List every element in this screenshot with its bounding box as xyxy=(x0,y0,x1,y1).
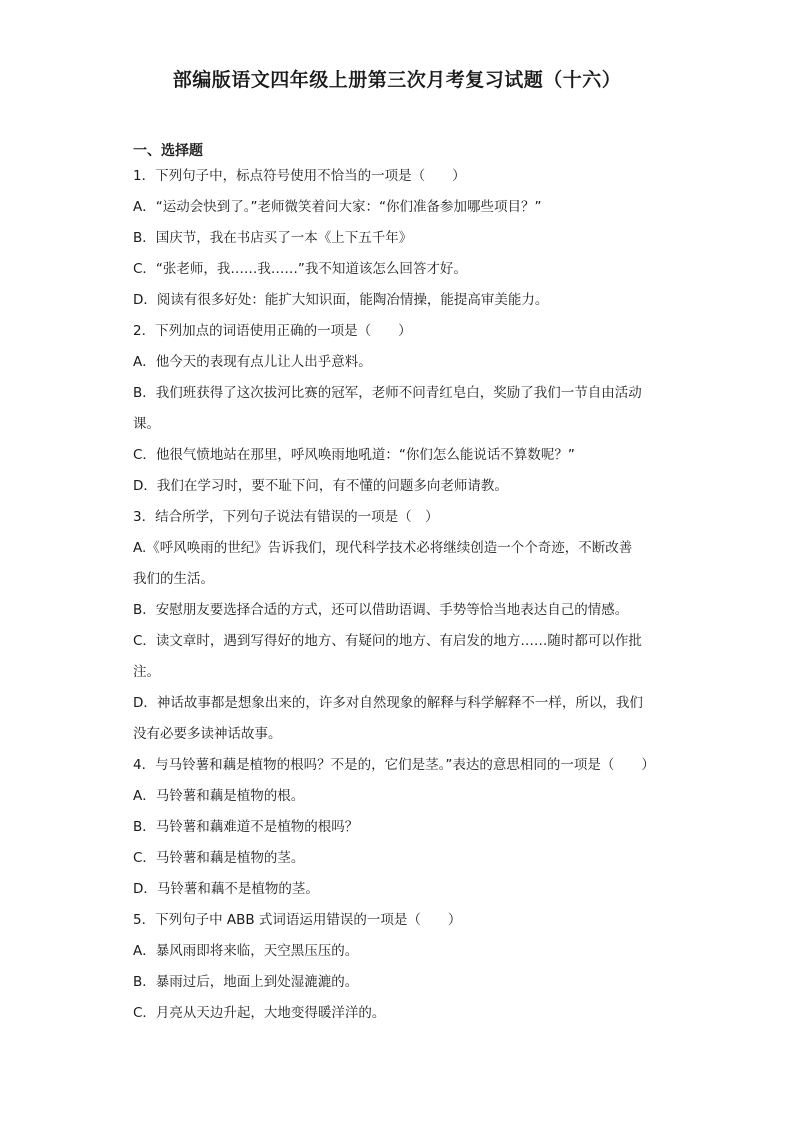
question-2-option-b-continued: 课。 xyxy=(133,416,160,432)
page-title: 部编版语文四年级上册第三次月考复习试题（十六） xyxy=(172,69,622,91)
question-4-stem: 4．与马铃薯和藕是植物的根吗？不是的，它们是茎。”表达的意思相同的一项是（ ） xyxy=(133,757,655,773)
question-1-stem: 1．下列句子中，标点符号使用不恰当的一项是（ ） xyxy=(133,168,466,184)
section-heading: 一、选择题 xyxy=(133,143,203,159)
question-content xyxy=(133,140,663,1033)
question-3-option-b: B．安慰朋友要选择合适的方式，还可以借助语调、手势等恰当地表达自己的情感。 xyxy=(133,602,629,618)
question-3-option-d-continued: 没有必要多读神话故事。 xyxy=(133,726,282,742)
question-3-stem: 3．结合所学，下列句子说法有错误的一项是（ ） xyxy=(133,509,439,525)
question-1-option-b: B．国庆节，我在书店买了一本《上下五千年》 xyxy=(133,230,413,246)
question-1-option-c: C．“张老师，我……我……”我不知道该怎么回答才好。 xyxy=(133,261,467,277)
question-3-option-c: C．读文章时，遇到写得好的地方、有疑问的地方、有启发的地方……随时都可以作批 xyxy=(133,633,642,649)
question-2-option-a: A．他今天的表现有点儿让人出乎意料。 xyxy=(133,354,372,370)
question-5-option-b: B．暴雨过后，地面上到处湿漉漉的。 xyxy=(133,974,359,990)
question-4-option-c: C．马铃薯和藕是植物的茎。 xyxy=(133,850,305,866)
question-5-option-a: A．暴风雨即将来临，天空黑压压的。 xyxy=(133,943,359,959)
question-3-option-a: A.《呼风唤雨的世纪》告诉我们，现代科学技术必将继续创造一个个奇迹，不断改善 xyxy=(133,540,633,556)
question-1-option-d: D．阅读有很多好处：能扩大知识面，能陶冶情操，能提高审美能力。 xyxy=(133,292,549,308)
question-5-stem: 5．下列句子中 ABB 式词语运用错误的一项是（ ） xyxy=(133,912,462,928)
question-1-option-a: A．“运动会快到了。”老师微笑着问大家：“你们准备参加哪些项目？” xyxy=(133,199,542,215)
question-3-option-a-continued: 我们的生活。 xyxy=(133,571,214,587)
question-4-option-b: B．马铃薯和藕难道不是植物的根吗？ xyxy=(133,819,359,835)
question-2-option-b: B．我们班获得了这次拔河比赛的冠军，老师不问青红皂白，奖励了我们一节自由活动 xyxy=(133,385,642,401)
question-3-option-d: D．神话故事都是想象出来的，许多对自然现象的解释与科学解释不一样，所以，我们 xyxy=(133,695,643,711)
question-3-option-c-continued: 注。 xyxy=(133,664,160,680)
question-4-option-d: D．马铃薯和藕不是植物的茎。 xyxy=(133,881,319,897)
question-2-option-c: C．他很气愤地站在那里，呼风唤雨地吼道：“你们怎么能说话不算数呢？” xyxy=(133,447,575,463)
question-2-option-d: D．我们在学习时，要不耻下问，有不懂的问题多向老师请教。 xyxy=(133,478,508,494)
question-4-option-a: A．马铃薯和藕是植物的根。 xyxy=(133,788,305,804)
question-2-stem: 2．下列加点的词语使用正确的一项是（ ） xyxy=(133,323,412,339)
question-5-option-c: C．月亮从天边升起，大地变得暖洋洋的。 xyxy=(133,1005,386,1021)
